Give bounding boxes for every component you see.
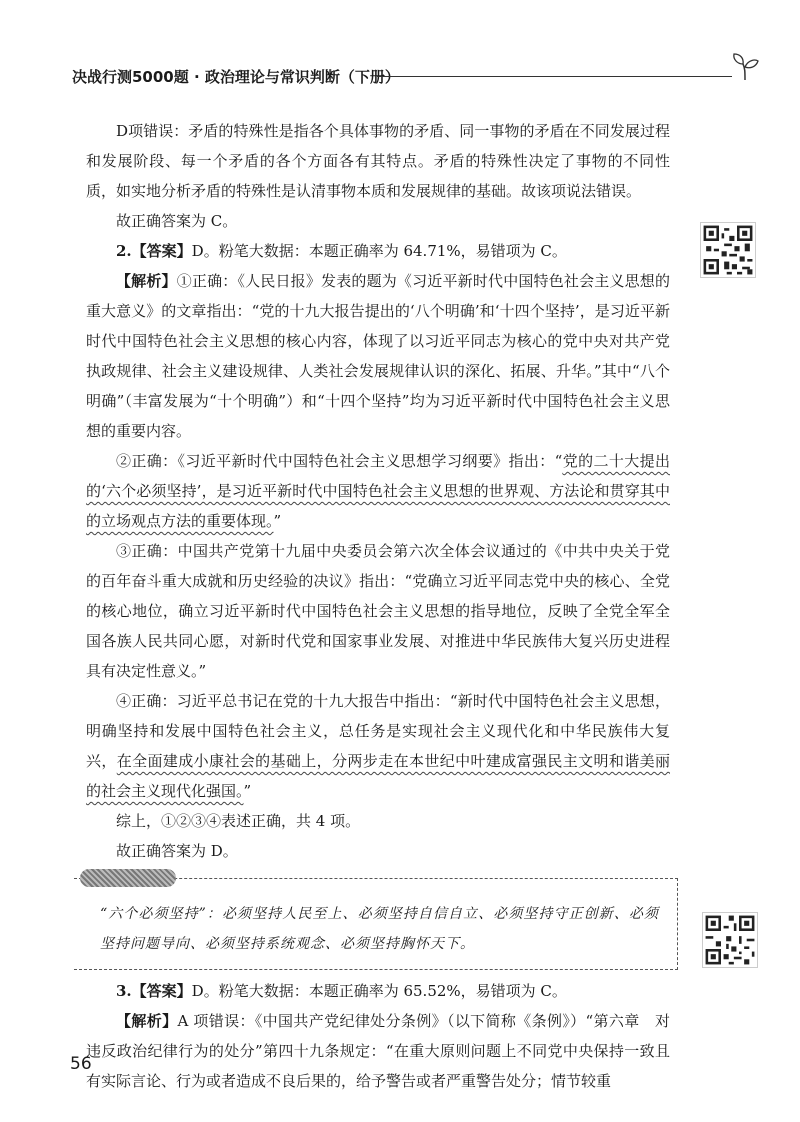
qr-pattern [703, 913, 757, 967]
emphasized-text: 党的二十大提出的‘六个必须坚持’，是习近平新时代中国特色社会主义思想的世界观、方法论和贯穿其中的立场观点方法的重要体现。 [86, 452, 670, 530]
sprout-icon [728, 50, 762, 84]
analysis-text: A 项错误：《中国共产党纪律处分条例》（以下简称《条例》）“第六章 对违反政治纪律行为的处分”第四十九条规定：“在重大原则问题上不同党中央保持一致且有实际言论、行为或者造成不良后果的，给予警告或者严重警告处分；情节较重 [86, 1012, 670, 1090]
q2-analysis-item2 [86, 446, 670, 536]
q2-analysis-item3: ③正确：中国共产党第十九届中央委员会第六次全体会议通过的《中共中央关于党的百年奋斗重大成就和历史经验的决议》指出：“党确立习近平同志党中央的核心、全党的核心地位，确立习近平新时代中国特色社会主义思想的指导地位，反映了全党全军全国各族人民共同心愿，对新时代党和国家事业发展、对推进中华民族伟大复兴历史进程具有决定性意义。” [86, 542, 670, 680]
book-title: 决战行测5000题 · 政治理论与常识判断（下册） [72, 68, 400, 86]
answer-text: D。粉笔大数据：本题正确率为 65.52%，易错项为 C。 [191, 982, 567, 1000]
analysis-text: ①正确：《人民日报》发表的题为《习近平新时代中国特色社会主义思想的重大意义》的文章指出：“党的十九大报告提出的‘八个明确’和‘十四个坚持’，是习近平新时代中国特色社会主义思想的核心内容，体现了以习近平同志为核心的党中央对共产党执政规律、社会主义建设规律、人类社会发展规律认识的深化、拓展、升华。”其中“八个明确”（丰富发展为“十个明确”）和“十四个坚持”均为习近平新时代中国特色社会主义思想的重要内容。 [86, 272, 670, 440]
item-text: ” [243, 782, 252, 800]
paragraph-option-d: D项错误：矛盾的特殊性是指各个具体事物的矛盾、同一事物的矛盾在不同发展过程和发展阶段、每一个矛盾的各个方面各有其特点。矛盾的特殊性决定了事物的不同性质，如实地分析矛盾的特殊性是认清事物本质和发展规律的基础。故该项说法错误。 [86, 122, 670, 200]
q2-analysis-item1 [86, 266, 670, 446]
page-number: 56 [70, 1054, 92, 1074]
page-content [86, 116, 670, 1096]
answer-line-c: 故正确答案为 C。 [116, 212, 238, 230]
note-box [74, 878, 678, 970]
qr-code-icon[interactable] [702, 912, 758, 968]
note-text: “六个必须坚持”：必须坚持人民至上、必须坚持自信自立、必须坚持守正创新、必须坚持问题导向、必须坚持系统观念、必须坚持胸怀天下。 [100, 906, 659, 952]
item-text: ④正确：习近平总书记在党的十九大报告中指出：“新时代中国特色社会主义思想，明确坚持和发展中国特色社会主义，总任务是实现社会主义现代化和中华民族伟大复兴， [86, 692, 670, 770]
analysis-label: 【解析】 [116, 1012, 178, 1030]
analysis-label: 【解析】 [116, 272, 177, 290]
q2-analysis-item4 [86, 686, 670, 806]
emphasized-text: 在全面建成小康社会的基础上，分两步走在本世纪中叶建成富强民主文明和谐美丽的社会主义现代化强国。 [86, 752, 670, 800]
note-tag-icon [80, 869, 176, 887]
q3-analysis [86, 1006, 670, 1096]
q2-final-answer: 故正确答案为 D。 [116, 842, 238, 860]
item-text: ” [273, 512, 282, 530]
q3-answer [86, 976, 670, 1006]
q2-summary: 综上，①②③④表述正确，共 4 项。 [116, 812, 361, 830]
qr-code-icon[interactable] [700, 222, 756, 278]
answer-text: D。粉笔大数据：本题正确率为 64.71%，易错项为 C。 [191, 242, 567, 260]
q2-answer [86, 236, 670, 266]
page-header [72, 62, 762, 88]
answer-label: 3.【答案】 [116, 982, 192, 1000]
item-text: ②正确：《习近平新时代中国特色社会主义思想学习纲要》指出：“ [116, 452, 563, 470]
answer-label: 2.【答案】 [116, 242, 192, 260]
header-rule [377, 76, 732, 77]
qr-pattern [701, 223, 755, 277]
